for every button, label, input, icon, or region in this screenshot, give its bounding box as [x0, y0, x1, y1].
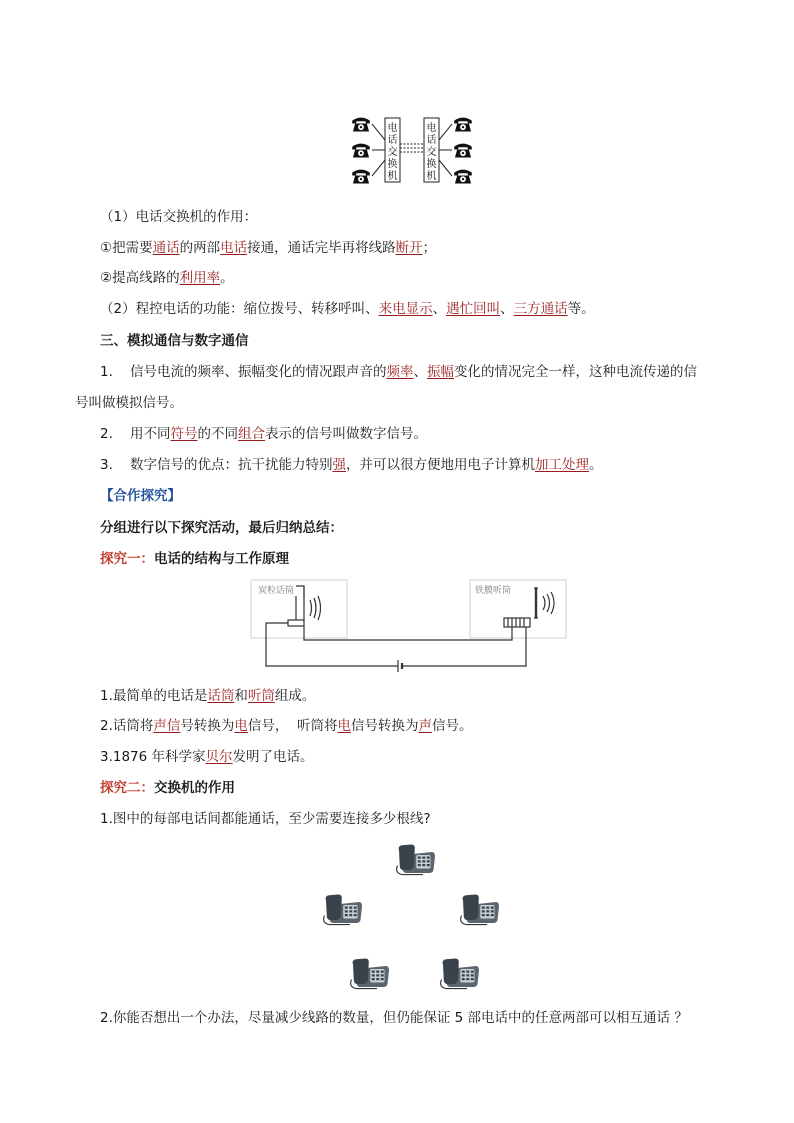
- answer-blank: 电: [337, 718, 351, 734]
- telephone-icon: [352, 118, 370, 132]
- exchange-char: 机: [426, 171, 437, 182]
- telephone-icon: [454, 144, 472, 158]
- answer-blank: 电话: [220, 240, 248, 256]
- answer-blank: 加工处理: [535, 457, 589, 473]
- explore-one-item-2: 2.话筒将声信号转换为电信号， 听筒将电信号转换为声信号。: [100, 718, 473, 734]
- desk-phone-icon: [437, 957, 482, 990]
- paragraph-exchange-role: （1）电话交换机的作用：: [100, 209, 258, 225]
- telephone-icon: [454, 170, 472, 184]
- item-digital-advantage: 3. 数字信号的优点：抗干扰能力特别强，并可以很方便地用电子计算机加工处理。: [100, 457, 603, 473]
- carbon-mic-label: 炭粒话筒: [258, 586, 295, 596]
- answer-blank: 强: [332, 457, 346, 473]
- section-heading: 三、模拟通信与数字通信: [100, 333, 249, 349]
- exchange-char: 话: [387, 135, 398, 146]
- answer-blank: 振幅: [427, 364, 454, 380]
- answer-blank: 听筒: [247, 688, 275, 704]
- answer-blank: 来电显示: [378, 301, 433, 317]
- answer-blank: 通话: [152, 240, 180, 256]
- item-analog-signal: 1. 信号电流的频率、振幅变化的情况跟声音的频率、振幅变化的情况完全一样，这种电流传递的信: [100, 364, 697, 380]
- item-analog-signal-cont: 号叫做模拟信号。: [75, 395, 183, 411]
- switchboard-diagram: [348, 110, 476, 190]
- telephone-circuit-diagram: [250, 578, 580, 678]
- answer-blank: 组合: [238, 426, 265, 442]
- item-digital-signal: 2. 用不同符号的不同组合表示的信号叫做数字信号。: [100, 426, 427, 442]
- paragraph-connect: ①把需要通话的两部电话接通，通话完毕再将线路断开；: [100, 240, 437, 256]
- iron-receiver-label: 铁膜听筒: [475, 586, 512, 596]
- exchange-char: 话: [426, 135, 437, 146]
- exchange-char: 电: [387, 123, 398, 134]
- telephone-icon: [352, 170, 370, 184]
- question-2: 2.你能否想出一个办法，尽量减少线路的数量，但仍能保证 5 部电话中的任意两部可以相互通话 ？: [100, 1010, 688, 1026]
- answer-blank: 符号: [170, 426, 198, 442]
- answer-blank: 声信: [153, 718, 181, 734]
- paragraph-programmable-phone: （2）程控电话的功能：缩位拨号、转移呼叫、来电显示、遇忙回叫、三方通话等。: [100, 301, 595, 317]
- exchange-char: 换: [426, 159, 437, 170]
- explore-one-item-3: 3.1876 年科学家贝尔发明了电话。: [100, 749, 314, 765]
- desk-phone-icon: [393, 843, 438, 876]
- question-1: 1.图中的每部电话间都能通话，至少需要连接多少根线?: [100, 811, 431, 827]
- answer-blank: 遇忙回叫: [446, 301, 501, 317]
- answer-blank: 频率: [386, 364, 414, 380]
- answer-blank: 贝尔: [205, 749, 233, 765]
- exchange-char: 交: [387, 147, 398, 158]
- answer-blank: 断开: [395, 240, 423, 256]
- desk-phone-icon: [320, 893, 365, 926]
- answer-blank: 声: [418, 718, 432, 734]
- answer-blank: 利用率: [179, 270, 221, 286]
- desk-phone-icon: [347, 957, 392, 990]
- exploration-one-title: 探究一：电话的结构与工作原理: [100, 551, 289, 567]
- telephone-icon: [454, 118, 472, 132]
- answer-blank: 三方通话: [513, 301, 568, 317]
- answer-blank: 电: [234, 718, 248, 734]
- answer-blank: 话筒: [207, 688, 235, 704]
- telephone-icon: [352, 144, 370, 158]
- paragraph-utilization: ②提高线路的利用率。: [100, 270, 234, 286]
- cooperative-heading: 【合作探究】: [100, 488, 181, 504]
- desk-phone-icon: [457, 893, 502, 926]
- explore-one-item-1: 1.最简单的电话是话筒和听筒组成。: [100, 688, 316, 704]
- group-instruction: 分组进行以下探究活动，最后归纳总结：: [100, 520, 343, 536]
- exchange-char: 交: [426, 147, 437, 158]
- exchange-char: 电: [426, 123, 437, 134]
- exchange-char: 机: [387, 171, 398, 182]
- exploration-two-title: 探究二：交换机的作用: [100, 780, 235, 796]
- exchange-char: 换: [387, 159, 398, 170]
